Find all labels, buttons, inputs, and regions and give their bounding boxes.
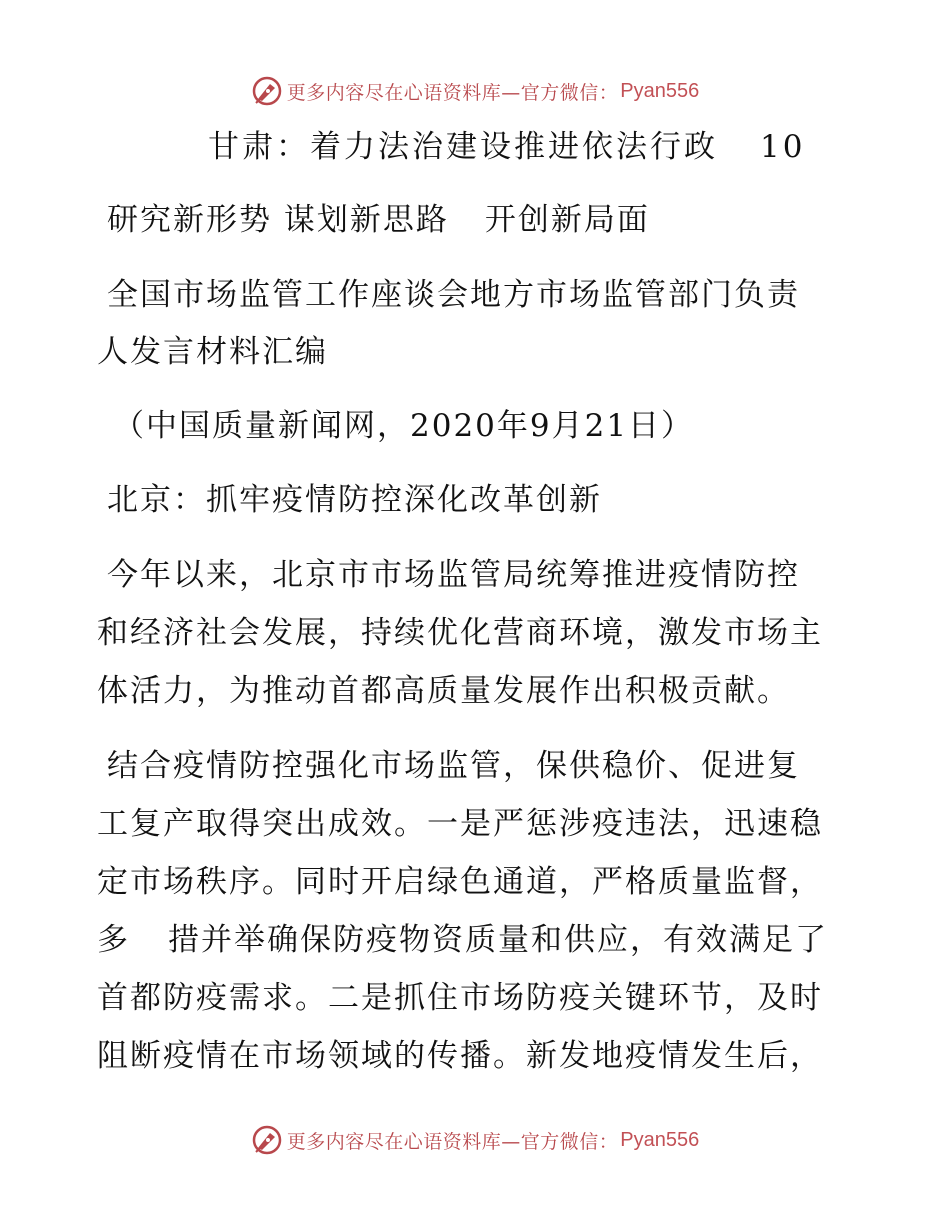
paragraph-2-line-5: 首都防疫需求。二是抓住市场防疫关键环节，及时 [97, 980, 823, 1016]
paragraph-2-line-4 [97, 920, 828, 960]
paragraph-2-line-1: 结合疫情防控强化市场监管，保供稳价、促进复 [107, 748, 800, 784]
subtitle-part-b: 开创新局面 [484, 202, 650, 238]
pen-nib-logo-icon [251, 75, 283, 107]
gansu-title: 甘肃：着力法治建设推进依法行政 [208, 129, 718, 165]
paragraph-1-line-3: 体活力，为推动首都高质量发展作出积极贡献。 [97, 673, 790, 709]
paragraph-2-line-6: 阻断疫情在市场领域的传播。新发地疫情发生后， [97, 1038, 823, 1074]
paragraph-2-line-4-b: 措并举确保防疫物资质量和供应，有效满足了 [168, 922, 828, 958]
header-watermark [0, 71, 950, 111]
paragraph-2-line-4-a: 多 [97, 922, 130, 958]
watermark-wechat-id: Pyan556 [620, 1128, 700, 1151]
page-number: 10 [760, 129, 806, 165]
heading-line-1: 全国市场监管工作座谈会地方市场监管部门负责 [107, 277, 800, 313]
section-title: 北京：抓牢疫情防控深化改革创新 [107, 482, 602, 518]
footer-watermark [0, 1120, 950, 1160]
gansu-title-line [208, 127, 805, 167]
subtitle-part-a: 研究新形势 谋划新思路 [107, 202, 449, 238]
watermark-wechat-id: Pyan556 [620, 79, 700, 102]
heading-line-2: 人发言材料汇编 [97, 334, 328, 370]
source-line: （中国质量新闻网，2020年9月21日） [113, 408, 695, 444]
subtitle-line [107, 200, 650, 240]
watermark-text: 更多内容尽在心语资料库—官方微信： [286, 81, 619, 104]
paragraph-1-line-2: 和经济社会发展，持续优化营商环境，激发市场主 [97, 615, 823, 651]
paragraph-2-line-2: 工复产取得突出成效。一是严惩涉疫违法，迅速稳 [97, 806, 823, 842]
paragraph-2-line-3: 定市场秩序。同时开启绿色通道，严格质量监督， [97, 864, 823, 900]
pen-nib-logo-icon [251, 1124, 283, 1156]
watermark-text: 更多内容尽在心语资料库—官方微信： [286, 1130, 619, 1153]
paragraph-1-line-1: 今年以来，北京市市场监管局统筹推进疫情防控 [107, 557, 800, 593]
